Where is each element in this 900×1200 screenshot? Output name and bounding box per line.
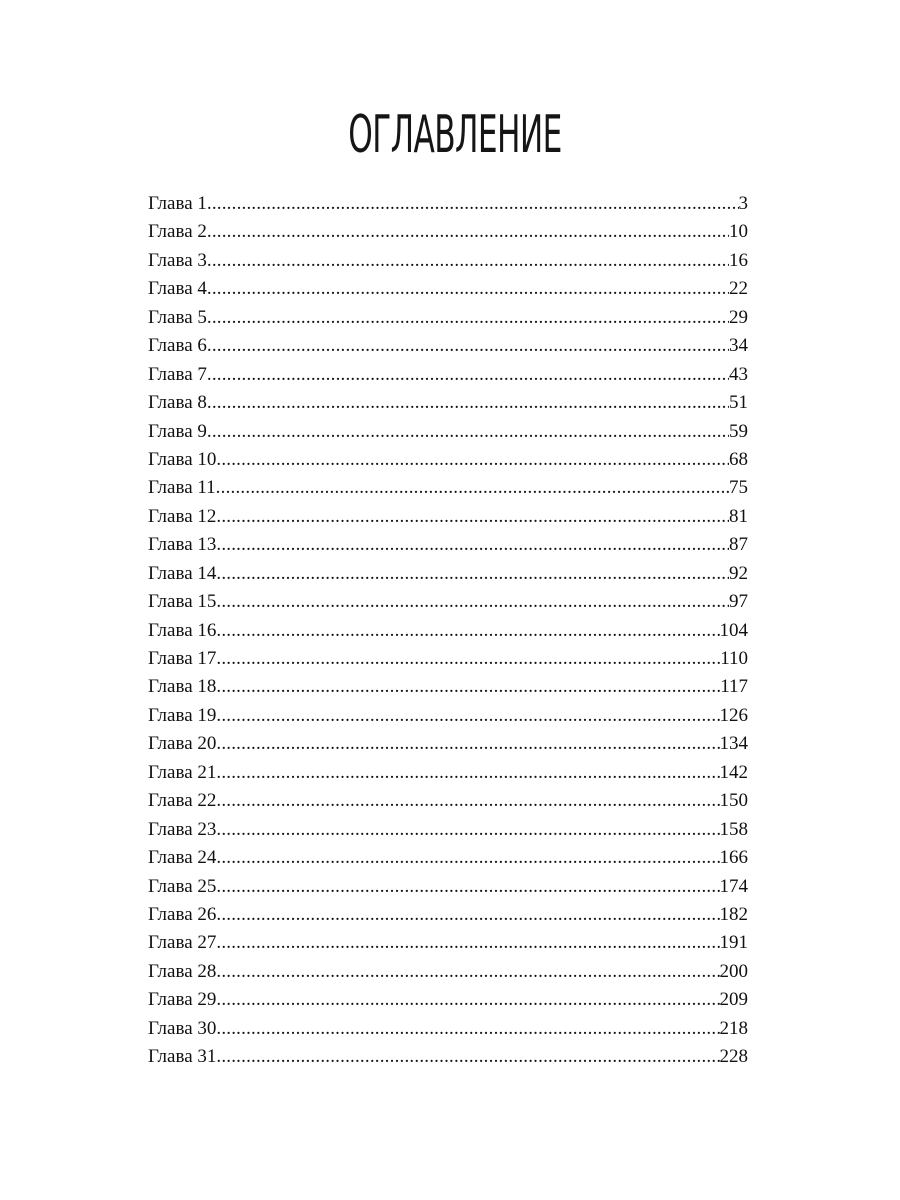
toc-entry-page-number: 182 <box>719 903 748 925</box>
toc-dot-leader <box>207 389 729 417</box>
toc-entry <box>148 645 748 673</box>
toc-entry-label: Глава 30 <box>148 1017 217 1039</box>
toc-entry-label: Глава 22 <box>148 790 217 812</box>
toc-entry <box>148 958 748 986</box>
toc-dot-leader <box>207 418 729 446</box>
toc-entry <box>148 588 748 616</box>
toc-dot-leader <box>216 730 719 758</box>
toc-entry-label: Глава 19 <box>148 704 217 726</box>
toc-dot-leader <box>216 531 729 559</box>
toc-dot-leader <box>216 958 719 986</box>
toc-entry-label: Глава 12 <box>148 505 217 527</box>
toc-dot-leader <box>207 275 729 303</box>
toc-entry-page-number: 59 <box>729 420 748 442</box>
toc-entry-label: Глава 24 <box>148 847 217 869</box>
toc-entry-page-number: 134 <box>719 733 748 755</box>
toc-entry <box>148 617 748 645</box>
toc-entry-page-number: 117 <box>720 676 748 698</box>
toc-entry <box>148 816 748 844</box>
toc-entry-label: Глава 9 <box>148 420 207 442</box>
toc-entry-label: Глава 2 <box>148 221 207 243</box>
toc-entry <box>148 1043 748 1071</box>
toc-entry-page-number: 150 <box>719 790 748 812</box>
table-of-contents <box>148 190 748 1072</box>
toc-dot-leader <box>216 844 719 872</box>
toc-entry-page-number: 75 <box>729 477 748 499</box>
toc-entry <box>148 474 748 502</box>
toc-entry-page-number: 142 <box>719 761 748 783</box>
toc-dot-leader <box>207 332 729 360</box>
toc-dot-leader <box>216 901 719 929</box>
toc-entry-page-number: 51 <box>729 392 748 414</box>
toc-entry <box>148 901 748 929</box>
toc-entry <box>148 218 748 246</box>
page-title: ОГЛАВЛЕНИЕ <box>348 105 562 165</box>
toc-dot-leader <box>216 588 729 616</box>
toc-dot-leader <box>216 702 719 730</box>
toc-entry-page-number: 3 <box>738 193 748 214</box>
toc-entry-page-number: 92 <box>729 562 748 584</box>
toc-entry <box>148 503 748 531</box>
toc-entry <box>148 531 748 559</box>
toc-entry <box>148 446 748 474</box>
toc-entry-label: Глава 31 <box>148 1046 217 1068</box>
toc-entry <box>148 730 748 758</box>
toc-dot-leader <box>216 503 729 531</box>
toc-entry <box>148 304 748 332</box>
toc-entry-label: Глава 14 <box>148 562 217 584</box>
toc-entry-page-number: 228 <box>719 1046 748 1068</box>
toc-entry <box>148 702 748 730</box>
toc-entry <box>148 247 748 275</box>
toc-entry-page-number: 16 <box>729 249 748 271</box>
toc-entry-label: Глава 17 <box>148 648 217 669</box>
toc-entry-page-number: 87 <box>729 534 748 556</box>
toc-entry <box>148 361 748 389</box>
toc-entry <box>148 275 748 303</box>
toc-entry-page-number: 10 <box>729 221 748 243</box>
toc-entry-label: Глава 18 <box>148 676 217 698</box>
toc-entry-page-number: 158 <box>719 818 748 840</box>
toc-entry <box>148 873 748 901</box>
toc-entry-page-number: 68 <box>729 448 748 470</box>
toc-entry-label: Глава 5 <box>148 306 207 328</box>
toc-entry-page-number: 166 <box>719 847 748 869</box>
toc-dot-leader <box>216 816 719 844</box>
toc-dot-leader <box>216 673 720 701</box>
toc-entry-label: Глава 10 <box>148 448 217 470</box>
toc-dot-leader <box>216 759 719 787</box>
toc-entry-label: Глава 20 <box>148 733 217 755</box>
toc-entry <box>148 332 748 360</box>
toc-entry-label: Глава 8 <box>148 392 207 414</box>
toc-dot-leader <box>216 474 729 502</box>
toc-dot-leader <box>207 361 729 389</box>
toc-entry-label: Глава 21 <box>148 761 217 783</box>
toc-dot-leader <box>216 787 719 815</box>
toc-entry-page-number: 191 <box>719 932 748 954</box>
toc-dot-leader <box>207 247 729 275</box>
toc-entry-page-number: 126 <box>719 704 748 726</box>
toc-dot-leader <box>216 929 719 957</box>
toc-dot-leader <box>216 1015 719 1043</box>
toc-dot-leader <box>216 986 719 1014</box>
toc-entry-label: Глава 4 <box>148 278 207 300</box>
toc-dot-leader <box>216 645 720 673</box>
toc-entry-label: Глава 15 <box>148 591 217 613</box>
toc-entry-label: Глава 7 <box>148 363 207 385</box>
toc-entry <box>148 673 748 701</box>
toc-entry-page-number: 104 <box>719 619 748 641</box>
toc-entry-page-number: 209 <box>719 989 748 1011</box>
toc-entry-label: Глава 3 <box>148 249 207 271</box>
toc-entry <box>148 560 748 588</box>
toc-dot-leader <box>207 304 729 332</box>
toc-entry <box>148 844 748 872</box>
toc-entry-label: Глава 28 <box>148 960 217 982</box>
toc-entry-label: Глава 26 <box>148 903 217 925</box>
toc-entry-label: Глава 11 <box>148 477 216 499</box>
toc-dot-leader <box>216 446 729 474</box>
toc-entry-label: Глава 6 <box>148 335 207 357</box>
toc-entry-page-number: 218 <box>719 1017 748 1039</box>
toc-dot-leader <box>216 617 719 645</box>
toc-entry <box>148 1015 748 1043</box>
toc-entry-label: Глава 13 <box>148 534 217 556</box>
toc-dot-leader <box>207 218 729 246</box>
toc-dot-leader <box>216 560 729 588</box>
toc-entry <box>148 986 748 1014</box>
toc-entry-label: Глава 16 <box>148 619 217 641</box>
toc-entry <box>148 418 748 446</box>
toc-entry-page-number: 174 <box>719 875 748 897</box>
toc-entry <box>148 929 748 957</box>
toc-dot-leader <box>207 190 739 218</box>
toc-entry-page-number: 81 <box>729 505 748 527</box>
toc-entry <box>148 759 748 787</box>
toc-entry-page-number: 97 <box>729 591 748 613</box>
toc-entry-label: Глава 25 <box>148 875 217 897</box>
toc-entry-label: Глава 23 <box>148 818 217 840</box>
toc-entry <box>148 787 748 815</box>
toc-entry-page-number: 110 <box>720 648 748 669</box>
toc-dot-leader <box>216 1043 719 1071</box>
toc-entry-label: Глава 27 <box>148 932 217 954</box>
toc-entry <box>148 389 748 417</box>
toc-entry-page-number: 200 <box>719 960 748 982</box>
toc-entry <box>148 190 748 218</box>
toc-entry-page-number: 22 <box>729 278 748 300</box>
toc-dot-leader <box>216 873 719 901</box>
toc-entry-page-number: 29 <box>729 306 748 328</box>
toc-entry-label: Глава 29 <box>148 989 217 1011</box>
toc-entry-page-number: 43 <box>729 363 748 385</box>
toc-entry-page-number: 34 <box>729 335 748 357</box>
toc-entry-label: Глава 1 <box>148 193 207 214</box>
